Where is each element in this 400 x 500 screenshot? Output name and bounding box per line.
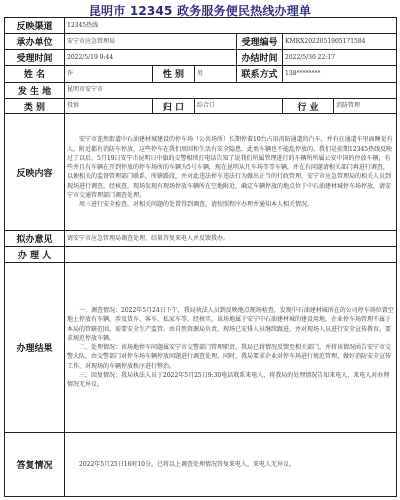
content-paragraph: 周三进行安全检查，对相关问题的处置得到调查，请按照程序办理并通知本人相关情况。: [79, 201, 314, 209]
content-paragraph: 安宁市连然街道中石油建材城建设的停车场（公共场所）长期停着10台占用消防通道的汽车，并有在通道车里面睡觉有人，附近都有消防车停放，这些停车在我们周围和生活有安全隐患，此类车辆也不能乱停放的。我们是前期12345热线反映过了以后，5月19日安宁市昆明日中旗的交警相续打电话告知了说我们所属管理进行的车辆所所属公安中国的停放车辆，有些并且有车辆在开到停放的停车场所的车辆为5号车辆，现在昆明从几车场等等车辆，并在有问题请相关部门再进行调查，以便相关的监督管理部门联系，所辖路段，并对此违法停车违法行为做出正当的行政管理，安宁市应急管理局的相关人员到现场进行调查，经核查，现场发现有现场停放车辆所在空地附近，确定车辆停放的地点位于中石油建材城停车场停放，请安宁市交通管理部门调查处理。: [67, 136, 393, 200]
process-value: [65, 247, 397, 263]
belong-label: 归 口: [153, 98, 195, 114]
reply-label: 答复情况: [5, 433, 65, 497]
contact-label: 联系方式: [237, 65, 283, 82]
handler-label: 承办单位: [5, 33, 65, 49]
contact-value: 138********: [283, 65, 397, 82]
reply-paragraph: 2022年5月25日16时10分，已将以上调查处理情况答复来电人，来电人无异议。: [79, 461, 295, 469]
industry-value: 消防管理: [334, 98, 397, 114]
content-value: [65, 114, 397, 231]
accept-time-value: 2022/5/19 9:44: [65, 49, 237, 65]
row-opinion: [5, 231, 397, 247]
reply-value: [65, 433, 397, 497]
gender-label: 性 别: [153, 65, 195, 82]
accept-no-label: 受理编号: [237, 33, 283, 49]
row-category: [5, 98, 397, 114]
row-reply: [5, 433, 397, 497]
channel-label: 反映渠道: [5, 18, 65, 34]
name-label: 姓 名: [5, 65, 65, 82]
result-paragraph: 二、处理情况：该场地停车问题属安宁市交警部门管理职责，我局已将情况反馈至相关部门，并将该情况函告安宁市交警大队，由交警部门对停车场车辆停放问题进行调查处理。同时，我局要求企业对停车场进行规范管理，做好消防安全宣传工作，对现场的车辆停放秩序进行整治。: [67, 344, 392, 370]
name-value: 许: [65, 65, 153, 82]
page-title: 昆明市 12345 政务服务便民热线办理单: [88, 4, 312, 18]
belong-value: 综合口: [195, 98, 283, 114]
deadline-value: 2022/5/30 22:17: [283, 49, 397, 65]
result-paragraph: 三、回复情况：我局执法人员于2022年5月25日9:30电话联系来电人，将我局的处理情况告知来电人，来电人对办理情况无异议。: [67, 372, 390, 389]
handler-value: 安宁市应急管理局: [65, 33, 237, 49]
category-value: 投诉: [65, 98, 153, 114]
deadline-label: 办结时间: [237, 49, 283, 65]
row-process: [5, 247, 397, 263]
opinion-value: 请安宁市应急管理局调查处理，结果答复来电人并反馈我办。: [65, 231, 397, 247]
address-value: 昆明市安宁市: [65, 82, 397, 98]
process-label: 办 理 人: [5, 247, 65, 263]
row-handler: [5, 33, 397, 49]
row-channel: [5, 18, 397, 34]
work-order-form: [4, 17, 397, 497]
opinion-label: 拟办意见: [5, 231, 65, 247]
accept-time-label: 受理时间: [5, 49, 65, 65]
accept-no-value: KMRX2022051905171584: [283, 33, 397, 49]
category-label: 类 别: [5, 98, 65, 114]
row-result: [5, 263, 397, 433]
content-label: 反映内容: [5, 114, 65, 231]
row-address: [5, 82, 397, 98]
row-time: [5, 49, 397, 65]
row-person: [5, 65, 397, 82]
result-value: [65, 263, 397, 433]
address-label: 发 生 地: [5, 82, 65, 98]
channel-value: 12345热线: [65, 18, 397, 34]
industry-label: 行 业: [283, 98, 334, 114]
result-label: 办理结果: [5, 263, 65, 433]
row-content: [5, 114, 397, 231]
gender-value: 男: [195, 65, 237, 82]
result-paragraph: 一、调查情况：2022年5月24日下午，我局执法人员到反映地点现场检查，发现中石油建材城所在的公司停车场位置空地上停放有车辆，涉及货车、客车、私家车等，经核实，该场地属于安宁中石油建材城的建设用地，企业停车场管理不属于本局的管辖范围，需要安全生产监管，由自然资源局负责，现场已安排人员继续跟进，并对现场人员进行安全宣传教育，要求规范停放车辆。: [67, 306, 394, 342]
